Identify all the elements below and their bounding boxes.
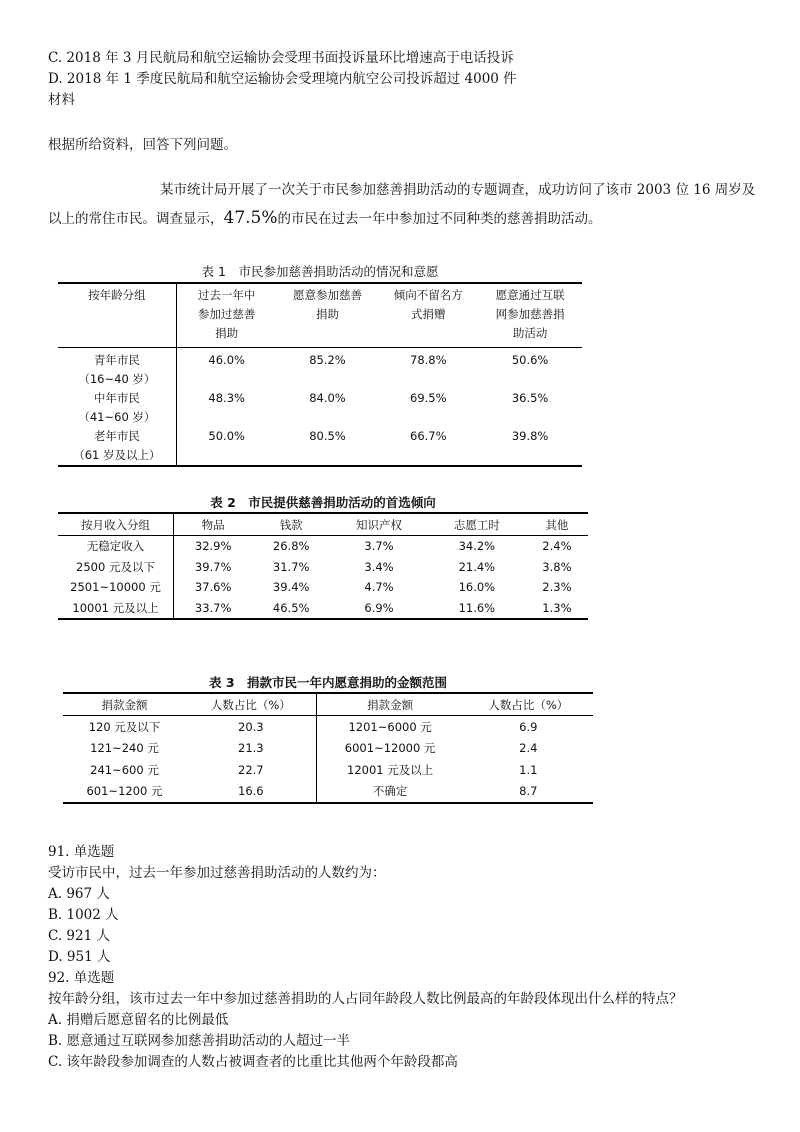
intro-paragraph — [48, 176, 760, 233]
intro-part1: 某市统计局开展了一次关于市民参加慈善捐助活动的专题调查，成功访问了该市 2003 位 16 周岁及以上的常住市民。调查显示， — [48, 182, 756, 227]
table-row — [58, 389, 582, 427]
intro-highlight: 47.5% — [223, 208, 278, 228]
table-cell: 50.0% — [208, 429, 245, 443]
table-cell: 46.0% — [208, 353, 245, 367]
table2 — [58, 512, 588, 620]
table1-group-cell — [58, 427, 176, 466]
table1 — [58, 282, 582, 467]
table-cell: 2.4% — [542, 539, 572, 554]
table-row — [63, 759, 593, 781]
table-row — [63, 781, 593, 804]
table-cell: 6.9% — [364, 600, 394, 615]
table-row — [58, 598, 588, 620]
table-cell: 2.3% — [542, 580, 572, 595]
table-cell: 39.8% — [511, 429, 549, 443]
q91-option-a[interactable]: A. 967 人 — [48, 886, 110, 902]
q91-option-d[interactable]: D. 951 人 — [48, 949, 111, 965]
q92-stem: 按年龄分组，该市过去一年中参加过慈善捐助的人占同年龄段人数比例最高的年龄段体现出什么样的特点？ — [48, 991, 683, 1007]
instruction-text: 根据所给资料，回答下列问题。 — [48, 137, 237, 153]
table-cell: 3.8% — [542, 559, 572, 574]
table-cell: 21.3 — [186, 738, 316, 760]
table-cell: 69.5% — [410, 391, 447, 405]
table2-header-row — [58, 513, 588, 536]
q91-stem: 受访市民中，过去一年参加过慈善捐助活动的人数约为： — [48, 865, 386, 881]
table-cell: 39.4% — [272, 580, 310, 595]
table-cell: 39.7% — [194, 559, 232, 574]
table3-header: 人数占比（%） — [186, 693, 316, 716]
table-cell: 3.4% — [364, 559, 394, 574]
table2-header: 按月收入分组 — [58, 513, 174, 536]
table-cell: 601~1200 元 — [86, 784, 163, 799]
table-cell: 33.7% — [194, 600, 232, 615]
option-d-previous: D. 2018 年 1 季度民航局和航空运输协会受理境内航空公司投诉超过 4000 件 — [48, 71, 517, 87]
table-cell: 121~240 元 — [90, 741, 159, 756]
table2-header: 志愿工时 — [428, 513, 526, 536]
table1-header: 倾向不留名方 式捐赠 — [378, 283, 478, 348]
age-group: 老年市民 — [93, 429, 140, 443]
table-row — [63, 738, 593, 760]
table1-header: 愿意参加慈善 捐助 — [277, 283, 379, 348]
income-group: 10001 元及以上 — [58, 598, 174, 620]
table-row — [63, 716, 593, 738]
q92-option-c[interactable]: C. 该年龄段参加调查的人数占被调查者的比重比其他两个年龄段都高 — [48, 1054, 458, 1070]
table1-header: 按年龄分组 — [58, 283, 176, 348]
q91-title: 91. 单选题 — [48, 844, 115, 860]
q92-option-a[interactable]: A. 捐赠后愿意留名的比例最低 — [48, 1012, 229, 1028]
table-cell: 1.1 — [519, 762, 538, 777]
income-group: 2501~10000 元 — [58, 577, 174, 598]
table2-header: 钱款 — [252, 513, 330, 536]
table-cell: 31.7% — [272, 559, 310, 574]
table-cell: 16.6 — [186, 781, 316, 804]
q92-option-b[interactable]: B. 愿意通过互联网参加慈善捐助活动的人超过一半 — [48, 1033, 351, 1049]
table-cell: 16.0% — [458, 580, 496, 595]
q91-option-c[interactable]: C. 921 人 — [48, 928, 110, 944]
q92-title: 92. 单选题 — [48, 970, 115, 986]
material-label: 材料 — [48, 92, 75, 108]
table-cell: 22.7 — [186, 759, 316, 781]
table3-header: 捐款金额 — [63, 693, 186, 716]
table-row — [58, 427, 582, 466]
table-cell: 48.3% — [208, 391, 245, 405]
table-row — [58, 557, 588, 578]
table1-header: 过去一年中 参加过慈善 捐助 — [176, 283, 276, 348]
age-group: 青年市民 — [93, 353, 140, 367]
table-cell: 120 元及以下 — [88, 719, 161, 734]
table-cell: 32.9% — [194, 539, 232, 554]
table3-header: 人数占比（%） — [464, 693, 593, 716]
table-cell: 50.6% — [511, 353, 549, 367]
table3-header: 捐款金额 — [316, 693, 463, 716]
table2-header: 其他 — [526, 513, 588, 536]
table-row — [58, 536, 588, 557]
age-range: （41~60 岁） — [78, 410, 156, 424]
q91-option-b[interactable]: B. 1002 人 — [48, 907, 119, 923]
table2-caption: 表 2 市民提供慈善捐助活动的首选倾向 — [210, 495, 436, 510]
table-cell: 37.6% — [194, 580, 232, 595]
income-group: 无稳定收入 — [58, 536, 174, 557]
income-group: 2500 元及以下 — [58, 557, 174, 578]
table-cell: 4.7% — [364, 580, 394, 595]
table-cell: 66.7% — [410, 429, 447, 443]
table-cell: 46.5% — [272, 600, 310, 615]
table-cell: 26.8% — [272, 539, 310, 554]
table-row — [58, 577, 588, 598]
table1-group-cell — [58, 389, 176, 427]
option-c-previous: C. 2018 年 3 月民航局和航空运输协会受理书面投诉量环比增速高于电话投诉 — [48, 50, 514, 66]
table3 — [63, 692, 593, 804]
table2-header: 知识产权 — [330, 513, 428, 536]
table1-group-cell — [58, 348, 176, 390]
table2-header: 物品 — [174, 513, 253, 536]
table-cell: 2.4 — [519, 741, 538, 756]
age-range: （61 岁及以上） — [73, 448, 161, 462]
table-cell: 84.0% — [309, 391, 346, 405]
table-cell: 21.4% — [458, 559, 496, 574]
table1-header-row — [58, 283, 582, 348]
table-cell: 78.8% — [410, 353, 447, 367]
table-cell: 不确定 — [372, 784, 408, 799]
table-cell: 3.7% — [364, 539, 394, 554]
table-cell: 85.2% — [309, 353, 346, 367]
table3-header-row — [63, 693, 593, 716]
table-cell: 80.5% — [309, 429, 346, 443]
table3-caption: 表 3 捐款市民一年内愿意捐助的金额范围 — [208, 675, 448, 690]
table-row — [58, 348, 582, 390]
intro-part2: 的市民在过去一年中参加过不同种类的慈善捐助活动。 — [277, 211, 602, 227]
table-cell: 20.3 — [186, 716, 316, 738]
table-cell: 11.6% — [458, 600, 496, 615]
table-cell: 34.2% — [458, 539, 496, 554]
table-cell: 241~600 元 — [90, 762, 159, 777]
table1-caption: 表 1 市民参加慈善捐助活动的情况和意愿 — [201, 264, 439, 279]
table-cell: 36.5% — [511, 391, 549, 405]
table1-header: 愿意通过互联 网参加慈善捐 助活动 — [478, 283, 582, 348]
table-cell: 6.9 — [519, 719, 538, 734]
table-cell: 1201~6000 元 — [348, 719, 432, 734]
table-cell: 1.3% — [542, 600, 572, 615]
table-cell: 8.7 — [519, 784, 538, 799]
age-group: 中年市民 — [93, 391, 140, 405]
table-cell: 12001 元及以上 — [347, 762, 434, 777]
table-cell: 6001~12000 元 — [344, 741, 436, 756]
age-range: （16~40 岁） — [78, 372, 156, 386]
